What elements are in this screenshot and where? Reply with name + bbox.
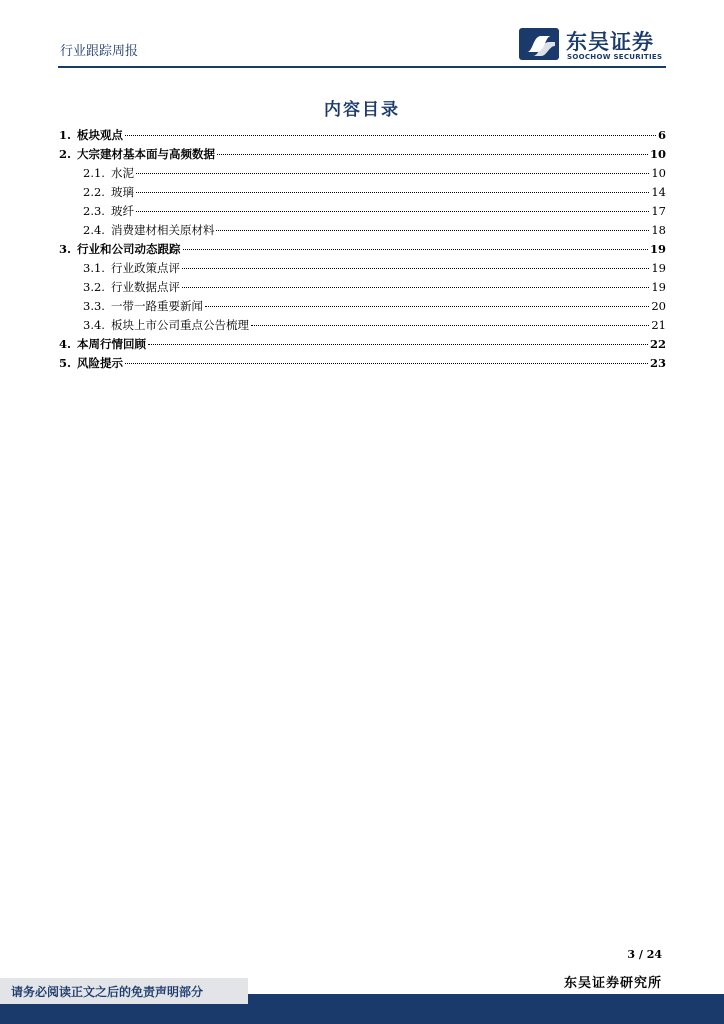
toc-entry[interactable] <box>59 278 666 297</box>
toc-entry-label: 一带一路重要新闻 <box>110 299 203 313</box>
toc-entry-label: 风险提示 <box>77 356 124 370</box>
toc-entry-label: 玻璃 <box>110 185 134 199</box>
brand-name-en: SOOCHOW SECURITIES <box>567 53 663 61</box>
toc-entry-number: 3.3. <box>83 299 105 313</box>
toc-leader-dots <box>217 154 648 155</box>
toc-entry-number: 3.4. <box>83 318 105 332</box>
report-type-label: 行业跟踪周报 <box>60 44 139 59</box>
toc-leader-dots <box>136 173 649 174</box>
toc-entry[interactable] <box>59 202 666 221</box>
toc-leader-dots <box>136 192 649 193</box>
toc-entry-page: 19 <box>651 261 666 275</box>
toc-entry-number: 2.4. <box>83 223 105 237</box>
toc-entry-label: 行业政策点评 <box>110 261 180 275</box>
toc-entry-number: 2. <box>59 147 72 161</box>
toc-entry-number: 5. <box>59 356 72 370</box>
brand-name-cn: 东吴证券 <box>566 30 654 54</box>
toc-entry[interactable] <box>59 145 666 164</box>
toc-entry[interactable] <box>59 335 666 354</box>
toc-entry[interactable] <box>59 164 666 183</box>
table-of-contents <box>59 126 666 373</box>
toc-entry[interactable] <box>59 126 666 145</box>
toc-entry-page: 10 <box>651 166 666 180</box>
toc-entry-label: 板块上市公司重点公告梳理 <box>110 318 249 332</box>
toc-entry-label: 行业和公司动态跟踪 <box>77 242 181 256</box>
toc-entry-label: 玻纤 <box>110 204 134 218</box>
toc-entry-page: 14 <box>651 185 666 199</box>
toc-leader-dots <box>125 135 656 136</box>
toc-entry-label: 本周行情回顾 <box>77 337 147 351</box>
toc-entry-number: 2.3. <box>83 204 105 218</box>
toc-entry-page: 21 <box>651 318 666 332</box>
page-number: 3 / 24 <box>627 948 662 961</box>
toc-leader-dots <box>251 325 649 326</box>
toc-entry-number: 3.1. <box>83 261 105 275</box>
toc-leader-dots <box>125 363 648 364</box>
toc-entry[interactable] <box>59 297 666 316</box>
toc-entry[interactable] <box>59 183 666 202</box>
toc-entry-page: 19 <box>649 242 666 256</box>
toc-entry-page: 10 <box>649 147 666 161</box>
toc-leader-dots <box>182 268 649 269</box>
toc-entry-label: 板块观点 <box>77 128 124 142</box>
toc-entry[interactable] <box>59 221 666 240</box>
toc-entry[interactable] <box>59 354 666 373</box>
toc-entry-page: 22 <box>649 337 666 351</box>
toc-title: 内容目录 <box>324 100 400 120</box>
toc-entry-page: 23 <box>649 356 666 370</box>
toc-entry-page: 17 <box>651 204 666 218</box>
toc-entry[interactable] <box>59 240 666 259</box>
toc-leader-dots <box>205 306 649 307</box>
toc-entry-label: 水泥 <box>110 166 134 180</box>
toc-entry-number: 3. <box>59 242 72 256</box>
toc-entry-label: 大宗建材基本面与高频数据 <box>77 147 216 161</box>
toc-leader-dots <box>183 249 648 250</box>
toc-entry-number: 2.2. <box>83 185 105 199</box>
toc-entry-page: 6 <box>657 128 666 142</box>
soochow-logo-icon <box>519 26 561 62</box>
toc-leader-dots <box>182 287 649 288</box>
header-divider <box>58 66 666 68</box>
toc-leader-dots <box>136 211 649 212</box>
toc-entry-page: 18 <box>651 223 666 237</box>
toc-entry-page: 19 <box>651 280 666 294</box>
toc-entry-label: 行业数据点评 <box>110 280 180 294</box>
toc-leader-dots <box>216 230 649 231</box>
toc-entry-number: 1. <box>59 128 72 142</box>
toc-entry-label: 消费建材相关原材料 <box>110 223 215 237</box>
brand-logo <box>519 26 679 66</box>
institute-name: 东吴证券研究所 <box>563 976 662 991</box>
toc-entry-number: 3.2. <box>83 280 105 294</box>
toc-entry-page: 20 <box>651 299 666 313</box>
disclaimer-text: 请务必阅读正文之后的免责声明部分 <box>11 985 204 999</box>
toc-entry-number: 2.1. <box>83 166 105 180</box>
disclaimer-tab <box>0 978 248 1004</box>
toc-entry-number: 4. <box>59 337 72 351</box>
toc-entry[interactable] <box>59 259 666 278</box>
toc-entry[interactable] <box>59 316 666 335</box>
toc-leader-dots <box>148 344 648 345</box>
